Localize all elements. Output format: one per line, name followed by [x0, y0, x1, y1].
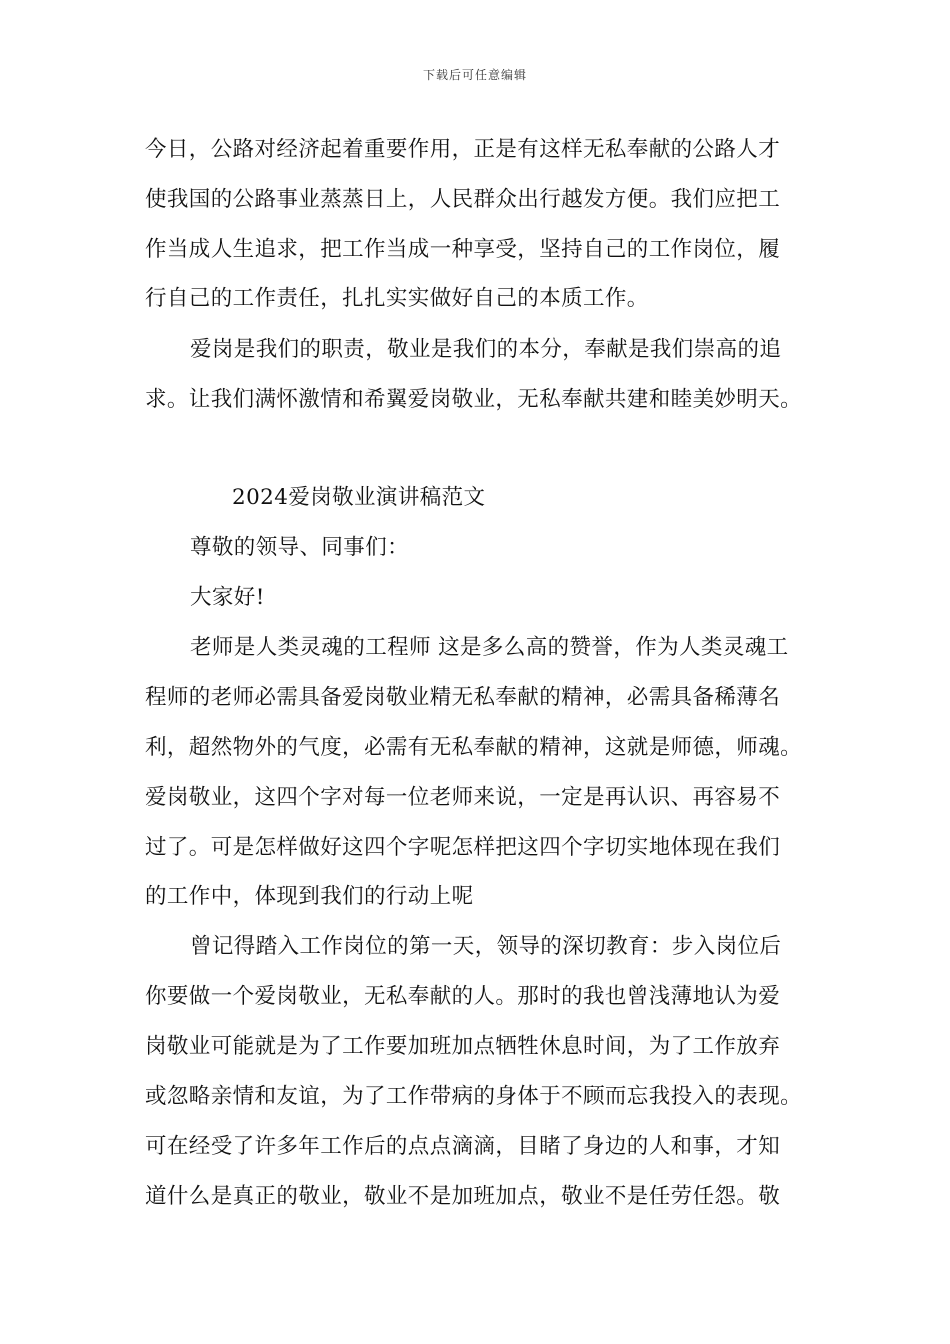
paragraph-line: 使我国的公路事业蒸蒸日上，人民群众出行越发方便。我们应把工: [145, 187, 781, 212]
document-title: 2024爱岗敬业演讲稿范文: [232, 485, 486, 510]
paragraph-line: 你要做一个爱岗敬业，无私奉献的人。那时的我也曾浅薄地认为爱: [145, 984, 781, 1009]
paragraph-line: 行自己的工作责任，扎扎实实做好自己的本质工作。: [145, 286, 649, 311]
salutation: 尊敬的领导、同事们：: [190, 535, 410, 560]
paragraph-line: 今日，公路对经济起着重要作用，正是有这样无私奉献的公路人才: [145, 137, 781, 162]
paragraph-line: 爱岗是我们的职责，敬业是我们的本分，奉献是我们崇高的追: [190, 337, 782, 362]
paragraph-line: 道什么是真正的敬业，敬业不是加班加点，敬业不是任劳任怨。敬: [145, 1184, 781, 1209]
paragraph-line: 的工作中，体现到我们的行动上呢: [145, 884, 474, 909]
paragraph-line: 岗敬业可能就是为了工作要加班加点牺牲休息时间，为了工作放弃: [145, 1034, 781, 1059]
paragraph-line: 过了。可是怎样做好这四个字呢怎样把这四个字切实地体现在我们: [145, 835, 781, 860]
paragraph-line: 曾记得踏入工作岗位的第一天，领导的深切教育：步入岗位后: [190, 934, 782, 959]
paragraph-line: 求。让我们满怀激情和希翼爱岗敬业，无私奉献共建和睦美妙明天。: [145, 387, 803, 412]
paragraph-line: 利，超然物外的气度，必需有无私奉献的精神，这就是师德，师魂。: [145, 735, 803, 760]
paragraph-line: 或忽略亲情和友谊，为了工作带病的身体于不顾而忘我投入的表现。: [145, 1084, 803, 1109]
page-header: 下载后可任意编辑: [422, 68, 527, 82]
paragraph-line: 老师是人类灵魂的工程师 这是多么高的赞誉，作为人类灵魂工: [190, 635, 789, 660]
paragraph-line: 程师的老师必需具备爱岗敬业精无私奉献的精神，必需具备稀薄名: [145, 685, 781, 710]
paragraph-line: 作当成人生追求，把工作当成一种享受，坚持自己的工作岗位，履: [145, 237, 781, 262]
greeting: 大家好!: [190, 585, 265, 610]
paragraph-line: 爱岗敬业，这四个字对每一位老师来说，一定是再认识、再容易不: [145, 785, 781, 810]
paragraph-line: 可在经受了许多年工作后的点点滴滴，目睹了身边的人和事，才知: [145, 1134, 781, 1159]
